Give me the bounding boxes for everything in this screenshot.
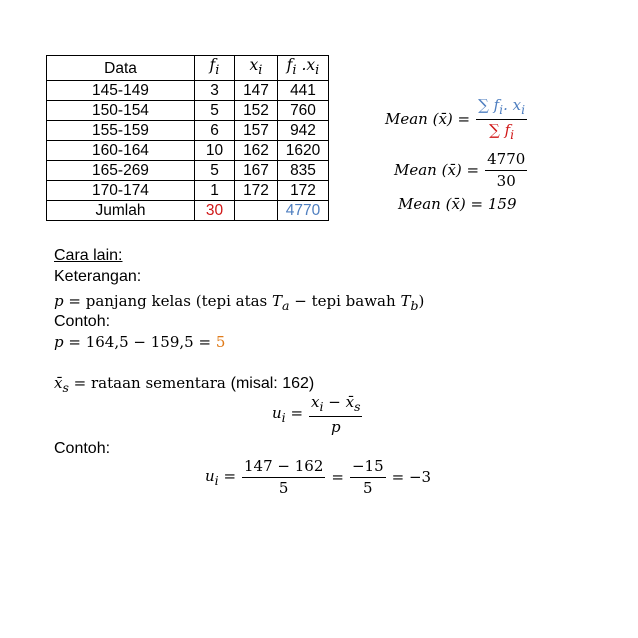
frequency-table xyxy=(46,55,329,221)
mean2-denominator: 30 xyxy=(496,171,516,190)
ex-fraction-1 xyxy=(242,458,325,496)
p-definition: p = panjang kelas (tepi atas $T_a$ − tepi bawah $T_b$) xyxy=(54,292,425,313)
cell-xi: 152 xyxy=(235,101,278,121)
total-empty xyxy=(235,201,278,221)
cell-data: 155-159 xyxy=(47,121,195,141)
ui-formula xyxy=(272,394,362,435)
cell-fixi: 172 xyxy=(278,181,329,201)
cell-data: 150-154 xyxy=(47,101,195,121)
ui-example xyxy=(205,458,431,496)
cara-lain-heading xyxy=(54,247,122,265)
cell-fixi: 441 xyxy=(278,81,329,101)
header-data: Data xyxy=(47,56,195,81)
cell-fi: 3 xyxy=(195,81,235,101)
cell-fi: 1 xyxy=(195,181,235,201)
mean-numerator: ∑ $f_i$. $x_i$ xyxy=(476,97,527,120)
cell-data: 170-174 xyxy=(47,181,195,201)
cara-lain-text: Cara lain: xyxy=(54,247,123,264)
table-row xyxy=(47,81,329,101)
cell-fixi: 1620 xyxy=(278,141,329,161)
header-fixi: $f_i$ $.x_i$ xyxy=(278,56,329,81)
mean-formula-2 xyxy=(394,151,527,189)
table-row xyxy=(47,161,329,181)
table-total-row xyxy=(47,201,329,221)
table-row xyxy=(47,181,329,201)
cell-fixi: 760 xyxy=(278,101,329,121)
cell-fi: 5 xyxy=(195,101,235,121)
cell-xi: 147 xyxy=(235,81,278,101)
keterangan-label: Keterangan: xyxy=(54,268,142,285)
mean-formula-3: Mean (x̄) = 159 xyxy=(398,195,517,213)
ex-fraction-2 xyxy=(350,458,386,496)
header-xi: $x_i$ xyxy=(235,56,278,81)
ex-den1: 5 xyxy=(278,478,289,497)
ex-lhs: $u_i$ = xyxy=(205,466,237,488)
ex-num2: −15 xyxy=(350,458,386,478)
cell-data: 160-164 xyxy=(47,141,195,161)
total-label: Jumlah xyxy=(47,201,195,221)
cell-data: 165-269 xyxy=(47,161,195,181)
cell-xi: 157 xyxy=(235,121,278,141)
cell-fixi: 942 xyxy=(278,121,329,141)
total-f: 30 xyxy=(195,201,235,221)
cell-xi: 172 xyxy=(235,181,278,201)
table-row xyxy=(47,121,329,141)
mean-label-2: Mean (x̄) = xyxy=(394,161,480,179)
mean-label-1: Mean (x̄) = xyxy=(385,110,471,129)
table-row xyxy=(47,141,329,161)
cell-fi: 10 xyxy=(195,141,235,161)
ex-num1: 147 − 162 xyxy=(242,458,325,478)
mean-denominator: ∑ $f_i$ xyxy=(489,120,515,142)
total-fx: 4770 xyxy=(278,201,329,221)
table-row xyxy=(47,101,329,121)
cell-xi: 167 xyxy=(235,161,278,181)
table-header-row xyxy=(47,56,329,81)
xs-misal: (misal: 162) xyxy=(230,375,315,392)
ui-fraction xyxy=(309,394,362,435)
header-fi: $f_i$ xyxy=(195,56,235,81)
mean2-numerator: 4770 xyxy=(485,151,527,171)
ex-equals: = xyxy=(331,468,344,486)
ui-label: $u_i$ = xyxy=(272,404,304,426)
contoh-label-2: Contoh: xyxy=(54,440,111,457)
cell-fi: 5 xyxy=(195,161,235,181)
table-body xyxy=(47,81,329,201)
mean-fraction-2 xyxy=(485,151,527,189)
cell-fi: 6 xyxy=(195,121,235,141)
cell-data: 145-149 xyxy=(47,81,195,101)
mean-formula-1 xyxy=(385,97,527,142)
p-example: p = 164,5 − 159,5 = 5 xyxy=(54,333,226,351)
mean-fraction-1 xyxy=(476,97,527,142)
cell-xi: 162 xyxy=(235,141,278,161)
ui-numerator: $x_i$ − $x̄_s$ xyxy=(309,394,362,417)
ui-denominator: p xyxy=(330,417,341,436)
contoh-label-1: Contoh: xyxy=(54,313,111,330)
p-value: 5 xyxy=(215,333,226,351)
cell-fixi: 835 xyxy=(278,161,329,181)
ex-result: = −3 xyxy=(391,468,432,486)
xs-definition: $x̄_s$ = rataan sementara (misal: 162) xyxy=(54,374,315,395)
ex-den2: 5 xyxy=(363,478,373,497)
